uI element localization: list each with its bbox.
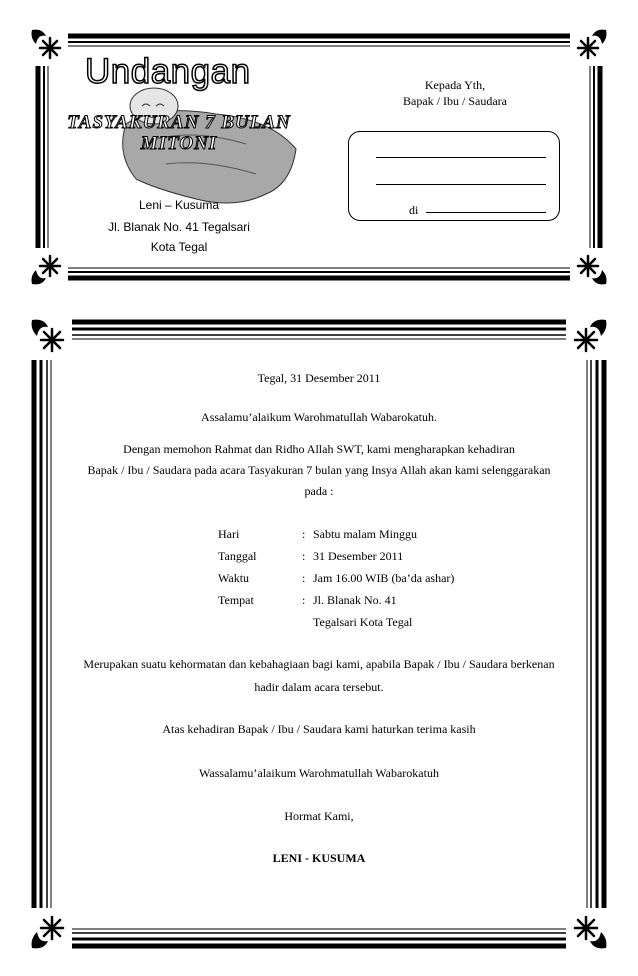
letter-card [28,316,610,952]
detail-label: Tempat [218,593,254,607]
detail-colon: : [302,593,306,607]
detail-value: Sabtu malam Minggu [313,527,417,541]
letter-honor-line2: hadir dalam acara tersebut. [254,680,384,694]
di-label: di [409,203,419,217]
recipient-line [376,157,546,158]
cover-title: Undangan [85,52,251,91]
snowflake-icon [28,26,68,66]
detail-label: Hari [218,527,240,541]
detail-colon: : [302,571,306,585]
recipient-line [376,184,546,185]
cover-card [28,26,610,288]
snowflake-icon [28,248,68,288]
cover-subtitle-line1: TASYAKURAN 7 BULAN [67,112,291,133]
corner-ornament [28,26,68,66]
snowflake-icon [566,316,610,360]
letter-thanks: Atas kehadiran Bapak / Ibu / Saudara kami haturkan terima kasih [162,722,476,736]
letter-date: Tegal, 31 Desember 2011 [257,371,381,385]
letter-intro-line1: Dengan memohon Rahmat dan Ridho Allah SWT, kami mengharapkan kehadiran [123,442,515,456]
detail-label: Waktu [218,571,250,585]
corner-ornament [28,248,68,288]
detail-colon: : [302,549,306,563]
corner-ornament [28,908,72,952]
corner-ornament [570,248,610,288]
corner-ornament [566,908,610,952]
to-line2: Bapak / Ibu / Saudara [403,94,507,108]
host-names: Leni – Kusuma [138,198,220,212]
detail-value-continued: Tegalsari Kota Tegal [313,615,413,629]
host-city: Kota Tegal [150,240,208,254]
host-address: Jl. Blanak No. 41 Tegalsari [108,220,250,234]
corner-ornament [28,316,72,360]
letter-signature: LENI - KUSUMA [272,851,366,865]
detail-label: Tanggal [218,549,257,563]
snowflake-icon [28,908,72,952]
letter-greeting: Assalamu’alaikum Warohmatullah Wabarokatuh. [201,410,437,424]
corner-ornament [570,26,610,66]
letter-intro-line2: Bapak / Ibu / Saudara pada acara Tasyakuran 7 bulan yang Insya Allah akan kami selenggarakan [87,463,551,477]
snowflake-icon [570,248,610,288]
letter-intro-line3: pada : [304,484,334,498]
detail-value: 31 Desember 2011 [313,549,404,563]
detail-value: Jam 16.00 WIB (ba’da ashar) [313,571,455,585]
snowflake-icon [28,316,72,360]
detail-value: Jl. Blanak No. 41 [313,593,397,607]
detail-colon: : [302,527,306,541]
cover-subtitle-line2: MITONI [140,133,218,154]
letter-honor-line1: Merupakan suatu kehormatan dan kebahagiaan bagi kami, apabila Bapak / Ibu / Saudara berkenan [83,657,555,671]
letter-closing: Wassalamu’alaikum Warohmatullah Wabarokatuh [199,766,439,780]
to-line1: Kepada Yth, [424,78,486,92]
recipient-location-line [426,212,546,213]
recipient-box [348,131,560,221]
snowflake-icon [566,908,610,952]
letter-regards: Hormat Kami, [284,809,354,823]
snowflake-icon [570,26,610,66]
corner-ornament [566,316,610,360]
